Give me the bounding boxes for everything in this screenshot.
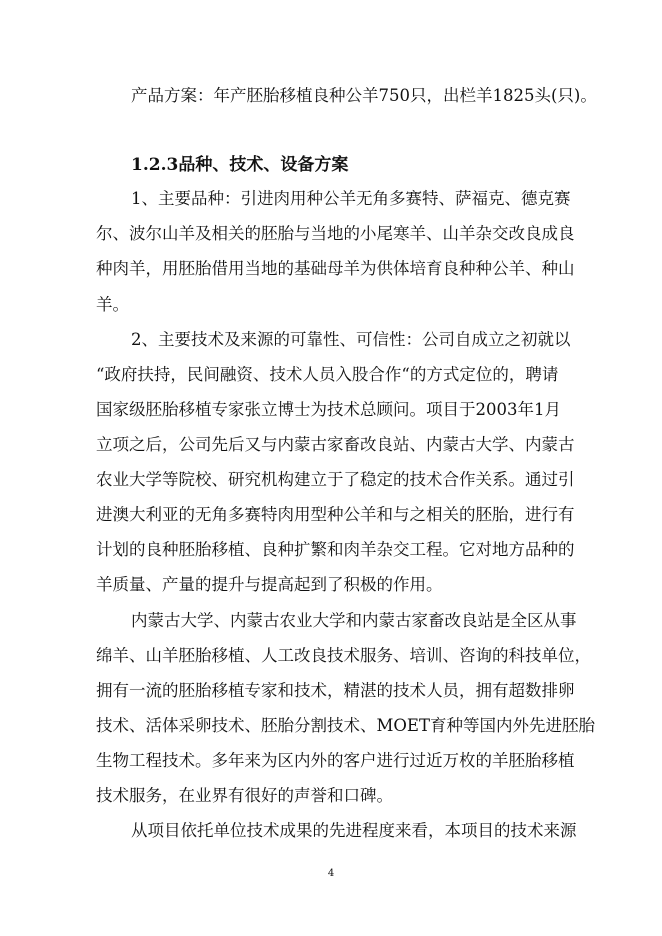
text-line: 技术、活体采卵技术、胚胎分割技术、MOET育种等国内外先进胚胎 bbox=[96, 716, 595, 735]
text-line: 羊。 bbox=[96, 295, 129, 314]
text-line: 1、主要品种：引进肉用种公羊无角多赛特、萨福克、德克赛 bbox=[131, 189, 571, 208]
page-number: 4 bbox=[327, 868, 335, 879]
text-line: 种肉羊，用胚胎借用当地的基础母羊为供体培育良种种公羊、种山 bbox=[96, 259, 575, 278]
text-line: 拥有一流的胚胎移植专家和技术，精湛的技术人员，拥有超数排卵 bbox=[96, 681, 575, 700]
text-line: 技术服务，在业界有很好的声誉和口碑。 bbox=[96, 786, 393, 805]
text-line: 国家级胚胎移植专家张立博士为技术总顾问。项目于2003年1月 bbox=[96, 400, 561, 419]
text-line: 尔、波尔山羊及相关的胚胎与当地的小尾寒羊、山羊杂交改良成良 bbox=[96, 224, 575, 243]
text-line: 进澳大利亚的无角多赛特肉用型种公羊和与之相关的胚胎，进行有 bbox=[96, 505, 575, 524]
text-line: 2、主要技术及来源的可靠性、可信性：公司自成立之初就以 bbox=[131, 330, 571, 349]
product-plan-line: 产品方案：年产胚胎移植良种公羊750只，出栏羊1825头(只)。 bbox=[131, 86, 597, 105]
text-line: 农业大学等院校、研究机构建立于了稳定的技术合作关系。通过引 bbox=[96, 470, 575, 489]
text-line: 立项之后，公司先后又与内蒙古家畜改良站、内蒙古大学、内蒙古 bbox=[96, 435, 575, 454]
section-heading: 1.2.3品种、技术、设备方案 bbox=[131, 155, 349, 175]
text-line: 从项目依托单位技术成果的先进程度来看，本项目的技术来源 bbox=[131, 821, 577, 840]
text-line: 生物工程技术。多年来为区内外的客户进行过近万枚的羊胚胎移植 bbox=[96, 751, 575, 770]
text-line: 绵羊、山羊胚胎移植、人工改良技术服务、培训、咨询的科技单位， bbox=[96, 646, 591, 665]
text-line: 计划的良种胚胎移植、良种扩繁和肉羊杂交工程。它对地方品种的 bbox=[96, 540, 575, 559]
text-line: “政府扶持，民间融资、技术人员入股合作“的方式定位的，聘请 bbox=[96, 365, 559, 384]
text-line: 羊质量、产量的提升与提高起到了积极的作用。 bbox=[96, 575, 443, 594]
text-line: 内蒙古大学、内蒙古农业大学和内蒙古家畜改良站是全区从事 bbox=[131, 611, 577, 630]
